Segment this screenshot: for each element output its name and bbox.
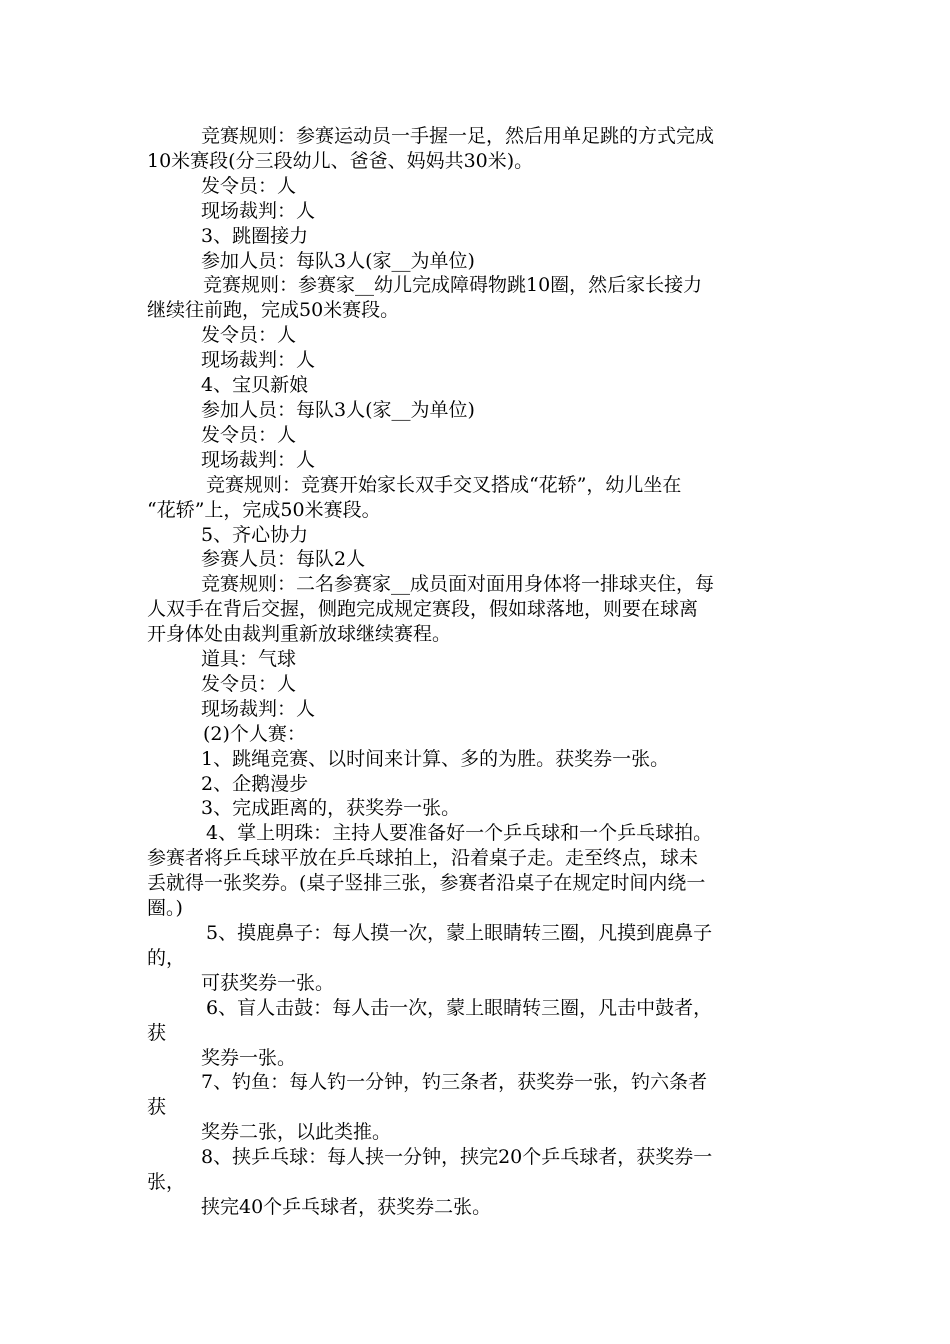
text-line: 8、挟乒乓球：每人挟一分钟，挟完20个乒乓球者，获奖券一: [201, 1146, 713, 1169]
text-line: 可获奖券一张。: [201, 971, 335, 994]
text-line: 现场裁判：人: [201, 697, 316, 720]
text-line: 的，: [147, 946, 186, 969]
text-line: 1、跳绳竞赛、以时间来计算、多的为胜。获奖券一张。: [201, 747, 670, 770]
text-line: 丢就得一张奖券。(桌子竖排三张，参赛者沿桌子在规定时间内绕一: [147, 872, 706, 895]
text-line: (2)个人赛：: [203, 722, 306, 745]
text-line: 张，: [147, 1171, 186, 1194]
text-line: 参加人员：每队3人(家__为单位): [201, 249, 475, 272]
text-line: 5、摸鹿鼻子：每人摸一次，蒙上眼睛转三圈，凡摸到鹿鼻子: [206, 922, 713, 944]
text-line: 3、完成距离的，获奖券一张。: [201, 797, 461, 820]
text-line: 人双手在背后交握，侧跑完成规定赛段，假如球落地，则要在球离: [147, 598, 699, 621]
text-line: 5、齐心协力: [201, 523, 309, 546]
text-line: 发令员：人: [201, 324, 297, 347]
text-line: 参赛人员：每队2人: [201, 548, 366, 571]
text-line: 3、跳圈接力: [201, 224, 309, 247]
text-line: 发令员：人: [201, 174, 297, 197]
text-line: 现场裁判：人: [201, 199, 316, 222]
text-line: 4、掌上明珠：主持人要准备好一个乒乓球和一个乒乓球拍。: [206, 822, 713, 845]
text-line: 2、企鹅漫步: [201, 772, 309, 795]
text-line: “花轿”上，完成50米赛段。: [147, 498, 381, 521]
text-line: 道具：气球: [201, 648, 297, 671]
text-line: 竞赛规则：参赛运动员一手握一足，然后用单足跳的方式完成: [201, 125, 715, 147]
text-line: 10米赛段(分三段幼儿、爸爸、妈妈共30米)。: [147, 149, 534, 172]
text-line: 奖券一张。: [201, 1046, 297, 1069]
text-line: 现场裁判：人: [201, 448, 316, 471]
text-line: 6、盲人击鼓：每人击一次，蒙上眼睛转三圈，凡击中鼓者，: [206, 996, 713, 1019]
text-line: 发令员：人: [201, 423, 297, 446]
text-line: 圈。): [147, 897, 183, 920]
text-line: 获: [147, 1096, 167, 1119]
text-line: 竞赛规则：参赛家__幼儿完成障碍物跳10圈，然后家长接力: [203, 274, 703, 297]
text-line: 获: [147, 1021, 167, 1044]
document-page: [147, 124, 809, 1220]
text-line: 开身体处由裁判重新放球继续赛程。: [147, 623, 452, 646]
text-line: 竞赛规则：竞赛开始家长双手交叉搭成“花轿”，幼儿坐在: [206, 473, 682, 496]
text-line: 发令员：人: [201, 672, 297, 695]
text-line: 参赛者将乒乓球平放在乒乓球拍上，沿着桌子走。走至终点，球未: [147, 847, 699, 870]
text-line: 4、宝贝新娘: [201, 374, 309, 397]
text-line: 7、钓鱼：每人钓一分钟，钓三条者，获奖券一张，钓六条者: [201, 1071, 708, 1094]
text-line: 继续往前跑，完成50米赛段。: [147, 299, 400, 322]
text-line: 奖券二张，以此类推。: [201, 1121, 392, 1144]
text-line: 现场裁判：人: [201, 349, 316, 372]
text-line: 挟完40个乒乓球者，获奖券二张。: [201, 1195, 492, 1218]
text-line: 参加人员：每队3人(家__为单位): [201, 398, 475, 421]
text-line: 竞赛规则：二名参赛家__成员面对面用身体将一排球夹住，每: [201, 573, 715, 596]
